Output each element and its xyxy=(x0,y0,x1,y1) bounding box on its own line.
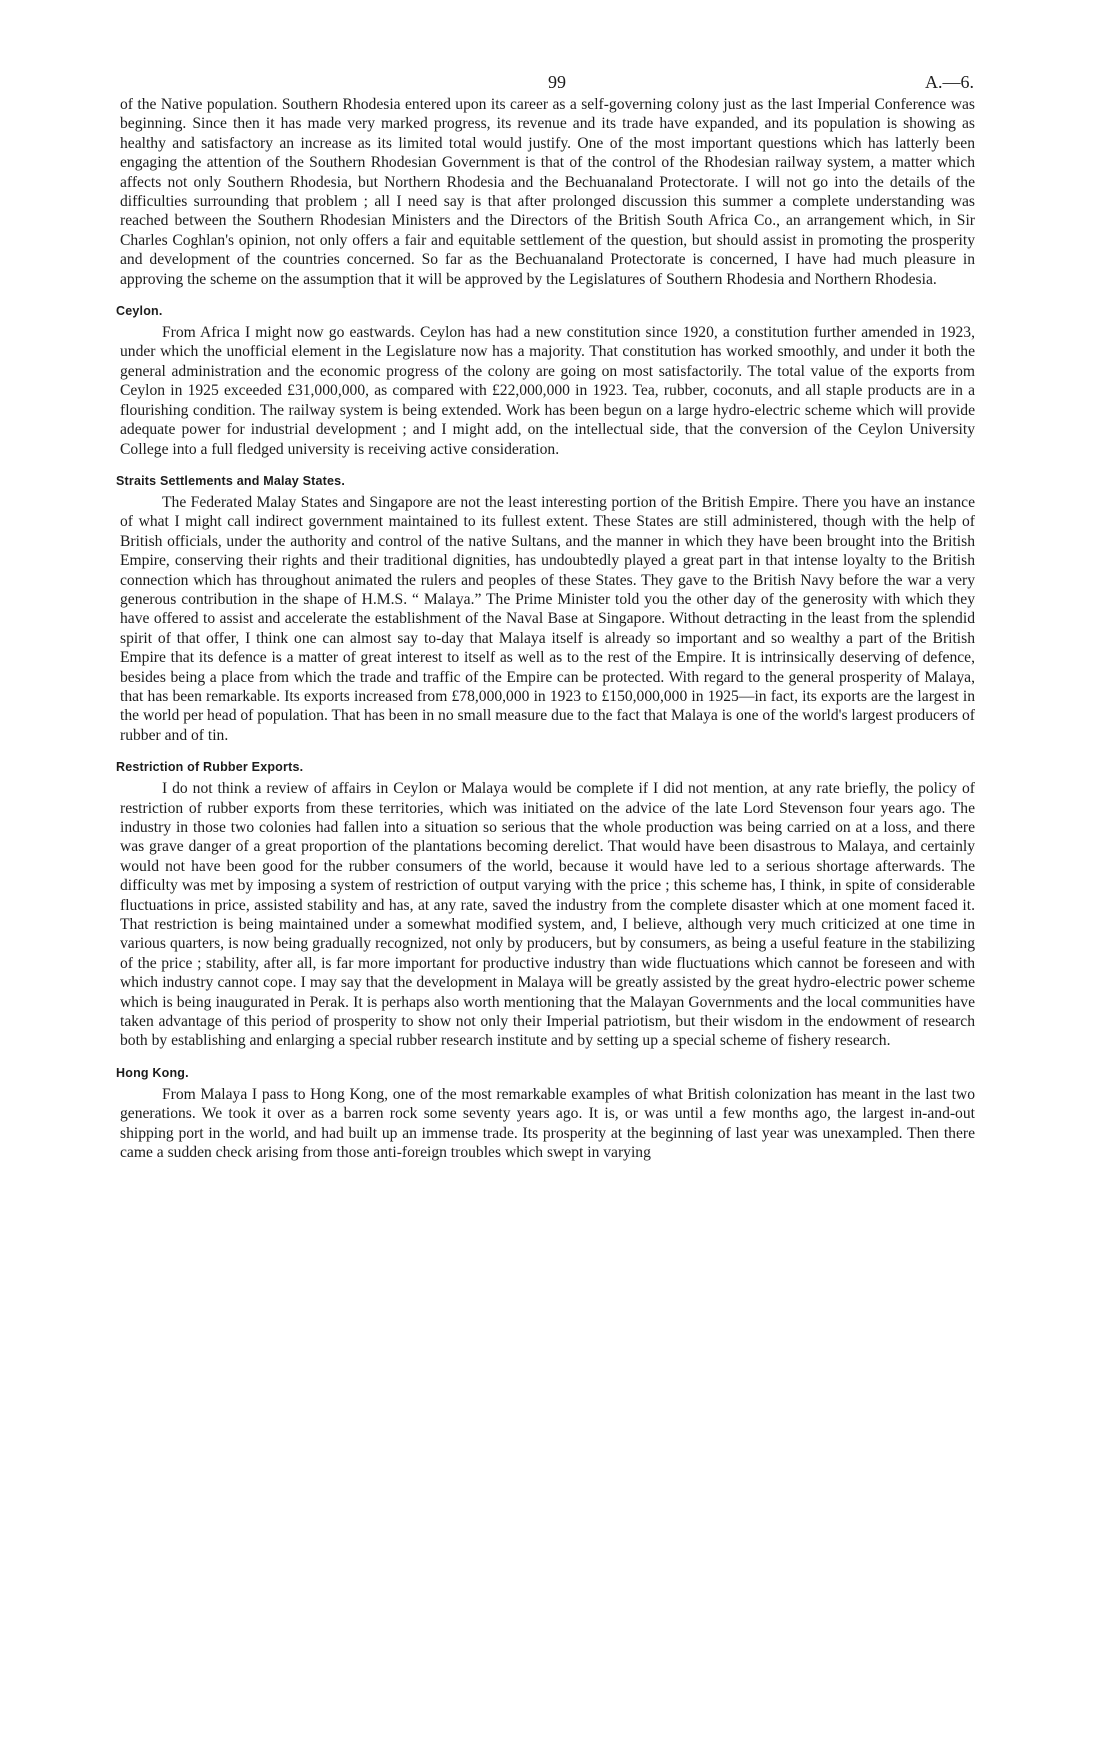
paragraph-ceylon: From Africa I might now go eastwards. Ceylon has had a new constitution since 1920, a constitution further amended in 1923, under which the unofficial element in the Legislature now has a majority. That constitution has worked smoothly, and under it both the general administration and the economic progress of the colony are going on most satisfactorily. The total value of the exports from Ceylon in 1925 exceeded £31,000,000, as compared with £22,000,000 in 1923. Tea, rubber, coconuts, and all staple products are in a flourishing condition. The railway system is being extended. Work has been begun on a large hydro-electric scheme which will provide adequate power for industrial development ; and I might add, on the intellectual side, that the conversion of the Ceylon University College into a full fledged university is receiving active consideration. xyxy=(120,324,975,458)
page-reference: A.—6. xyxy=(925,72,974,92)
section-heading-ceylon: Ceylon. xyxy=(116,304,163,319)
page-number: 99 xyxy=(548,72,566,92)
section-heading-hong-kong: Hong Kong. xyxy=(116,1065,189,1080)
section-heading-rubber-exports: Restriction of Rubber Exports. xyxy=(116,760,304,775)
paragraph-rubber-exports: I do not think a review of affairs in Ceylon or Malaya would be complete if I did not mention, at any rate briefly, the policy of restriction of rubber exports from these territories, which was initiated on the advice of the late Lord Stevenson four years ago. The industry in those two colonies had fallen into a situation so serious that the whole production was being carried on at a loss, and there was grave danger of a great proportion of the plantations becoming derelict. That would have been disastrous to Malaya, and certainly would not have been good for the rubber consumers of the world, because it would have led to a serious shortage afterwards. The difficulty was met by imposing a system of restriction of output varying with the price ; this scheme has, I think, in spite of considerable fluctuations in price, assisted stability and has, at any rate, saved the industry from the complete disaster which at one moment faced it. That restriction is being maintained under a somewhat modified system, and, I believe, although very much criticized at one time in various quarters, is now being gradually recognized, not only by producers, but by consumers, as being a useful feature in the stabilizing of the price ; stability, after all, is far more important for productive industry than wide fluctuations which cannot be foreseen and with which industry cannot cope. I may say that the development in Malaya will be greatly assisted by the great hydro-electric power scheme which is being inaugurated in Perak. It is perhaps also worth mentioning that the Malayan Governments and the local communities have taken advantage of this period of prosperity to show not only their Imperial patriotism, but their wisdom in the endowment of research both by establishing and enlarging a special rubber research institute and by setting up a special scheme of fishery research. xyxy=(120,780,975,1050)
document-body xyxy=(116,95,975,1163)
section-heading-straits-settlements: Straits Settlements and Malay States. xyxy=(116,473,346,488)
page-header xyxy=(0,72,1114,92)
paragraph-hong-kong: From Malaya I pass to Hong Kong, one of the most remarkable examples of what British colonization has meant in the last two generations. We took it over as a barren rock some seventy years ago. It is, or was until a few months ago, the largest in-and-out shipping port in the world, and had built up an immense trade. Its prosperity at the beginning of last year was unexampled. Then there came a sudden check arising from those anti-foreign troubles which swept in varying xyxy=(120,1085,975,1162)
paragraph-rhodesia: of the Native population. Southern Rhodesia entered upon its career as a self-governing colony just as the last Imperial Conference was beginning. Since then it has made very marked progress, its revenue and its trade have expanded, and its population is showing as healthy and satisfactory an increase as its limited total would justify. One of the most important questions which has latterly been engaging the attention of the Southern Rhodesian Government is that of the control of the Rhodesian railway system, a matter which affects not only Southern Rhodesia, but Northern Rhodesia and the Bechuanaland Protectorate. I will not go into the details of the difficulties surrounding that problem ; all I need say is that after prolonged discussion this summer a complete understanding was reached between the Southern Rhodesian Ministers and the Directors of the British South Africa Co., an arrangement which, in Sir Charles Coghlan's opinion, not only offers a fair and equitable settlement of the question, but should assist in promoting the prosperity and development of the countries concerned. So far as the Bechuanaland Protectorate is concerned, I have had much pleasure in approving the scheme on the assumption that it will be approved by the Legislatures of Southern Rhodesia and Northern Rhodesia. xyxy=(120,96,975,288)
paragraph-straits-settlements: The Federated Malay States and Singapore are not the least interesting portion of the British Empire. There you have an instance of what I might call indirect government maintained to its fullest extent. These States are still administered, though with the help of British officials, under the authority and control of the native Sultans, and the manner in which they have been brought into the British Empire, conserving their rights and their traditional dignities, has undoubtedly played a great part in that intense loyalty to the British connection which has throughout animated the rulers and peoples of these States. They gave to the British Navy before the war a very generous contribution in the shape of H.M.S. “ Malaya.” The Prime Minister told you the other day of the generosity with which they have offered to assist and accelerate the establishment of the Naval Base at Singapore. Without detracting in the least from the splendid spirit of that offer, I think one can almost say to-day that Malaya itself is already so important and so wealthy a part of the British Empire that its defence is a matter of great interest to itself as well as to the rest of the Empire. It is intrinsically deserving of defence, besides being a place from which the trade and traffic of the Empire can be protected. With regard to the general prosperity of Malaya, that has been remarkable. Its exports increased from £78,000,000 in 1923 to £150,000,000 in 1925—in fact, its exports are the largest in the world per head of population. That has been in no small measure due to the fact that Malaya is one of the world's largest producers of rubber and of tin. xyxy=(120,493,975,744)
